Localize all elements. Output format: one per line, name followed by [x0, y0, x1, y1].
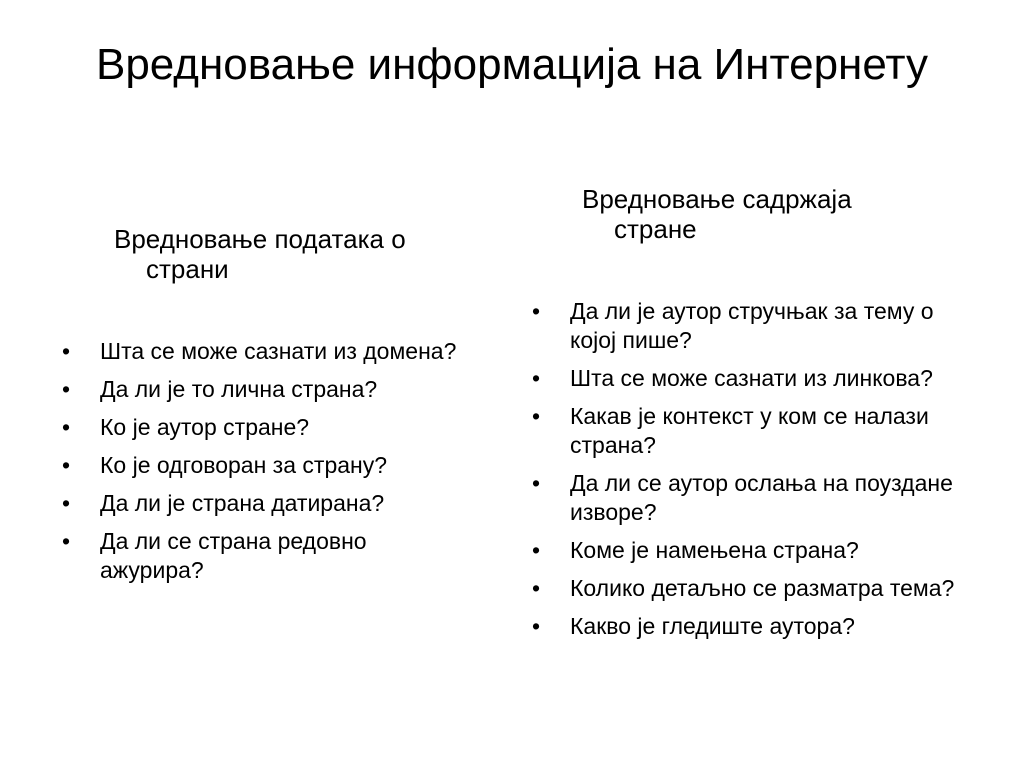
- list-item-text: Какав је контекст у ком се налази страна?: [570, 403, 929, 458]
- list-item-text: Ко је одговоран за страну?: [100, 452, 388, 478]
- list-item: [62, 527, 462, 585]
- list-item-text: Да ли се страна редовно ажурира?: [100, 528, 367, 583]
- bullet-glyph: •: [532, 537, 541, 563]
- list-item: [532, 402, 972, 460]
- bullet-glyph: •: [62, 490, 71, 516]
- list-item-text: Да ли се аутор ослања на поуздане изворе?: [570, 470, 953, 525]
- list-item: [532, 574, 972, 603]
- bullet-glyph: •: [532, 365, 541, 391]
- bullet-glyph: •: [532, 470, 541, 496]
- list-item-text: Шта се може сазнати из домена?: [100, 338, 457, 364]
- list-item: [532, 469, 972, 527]
- bullet-glyph: •: [62, 338, 71, 364]
- list-item: [62, 413, 462, 442]
- list-item: [532, 364, 972, 393]
- bullet-glyph: •: [62, 376, 71, 402]
- list-item: [532, 297, 972, 355]
- list-item-text: Коме је намењена страна?: [570, 537, 859, 563]
- bullet-glyph: •: [62, 528, 71, 554]
- list-item-text: Колико детаљно се разматра тема?: [570, 575, 955, 601]
- right-column-heading: Вредновање садржаја стране: [582, 184, 852, 244]
- list-item-text: Какво је гледиште аутора?: [570, 613, 855, 639]
- bullet-glyph: •: [62, 414, 71, 440]
- list-item-text: Да ли је аутор стручњак за тему о којој пише?: [570, 298, 934, 353]
- list-item-text: Ко је аутор стране?: [100, 414, 310, 440]
- bullet-glyph: •: [532, 575, 541, 601]
- list-item: [532, 612, 972, 641]
- list-item: [62, 375, 462, 404]
- list-item: [532, 536, 972, 565]
- list-item: [62, 489, 462, 518]
- bullet-glyph: •: [62, 452, 71, 478]
- bullet-glyph: •: [532, 403, 541, 429]
- left-bullet-list: [62, 337, 462, 594]
- list-item-text: Шта се може сазнати из линкова?: [570, 365, 933, 391]
- bullet-glyph: •: [532, 298, 541, 324]
- list-item-text: Да ли је страна датирана?: [100, 490, 385, 516]
- list-item-text: Да ли је то лична страна?: [100, 376, 378, 402]
- list-item: [62, 451, 462, 480]
- slide-title: Вредновање информација на Интернету: [95, 40, 929, 89]
- list-item: [62, 337, 462, 366]
- left-column-heading: Вредновање података о страни: [114, 224, 406, 284]
- right-bullet-list: [532, 297, 972, 650]
- bullet-glyph: •: [532, 613, 541, 639]
